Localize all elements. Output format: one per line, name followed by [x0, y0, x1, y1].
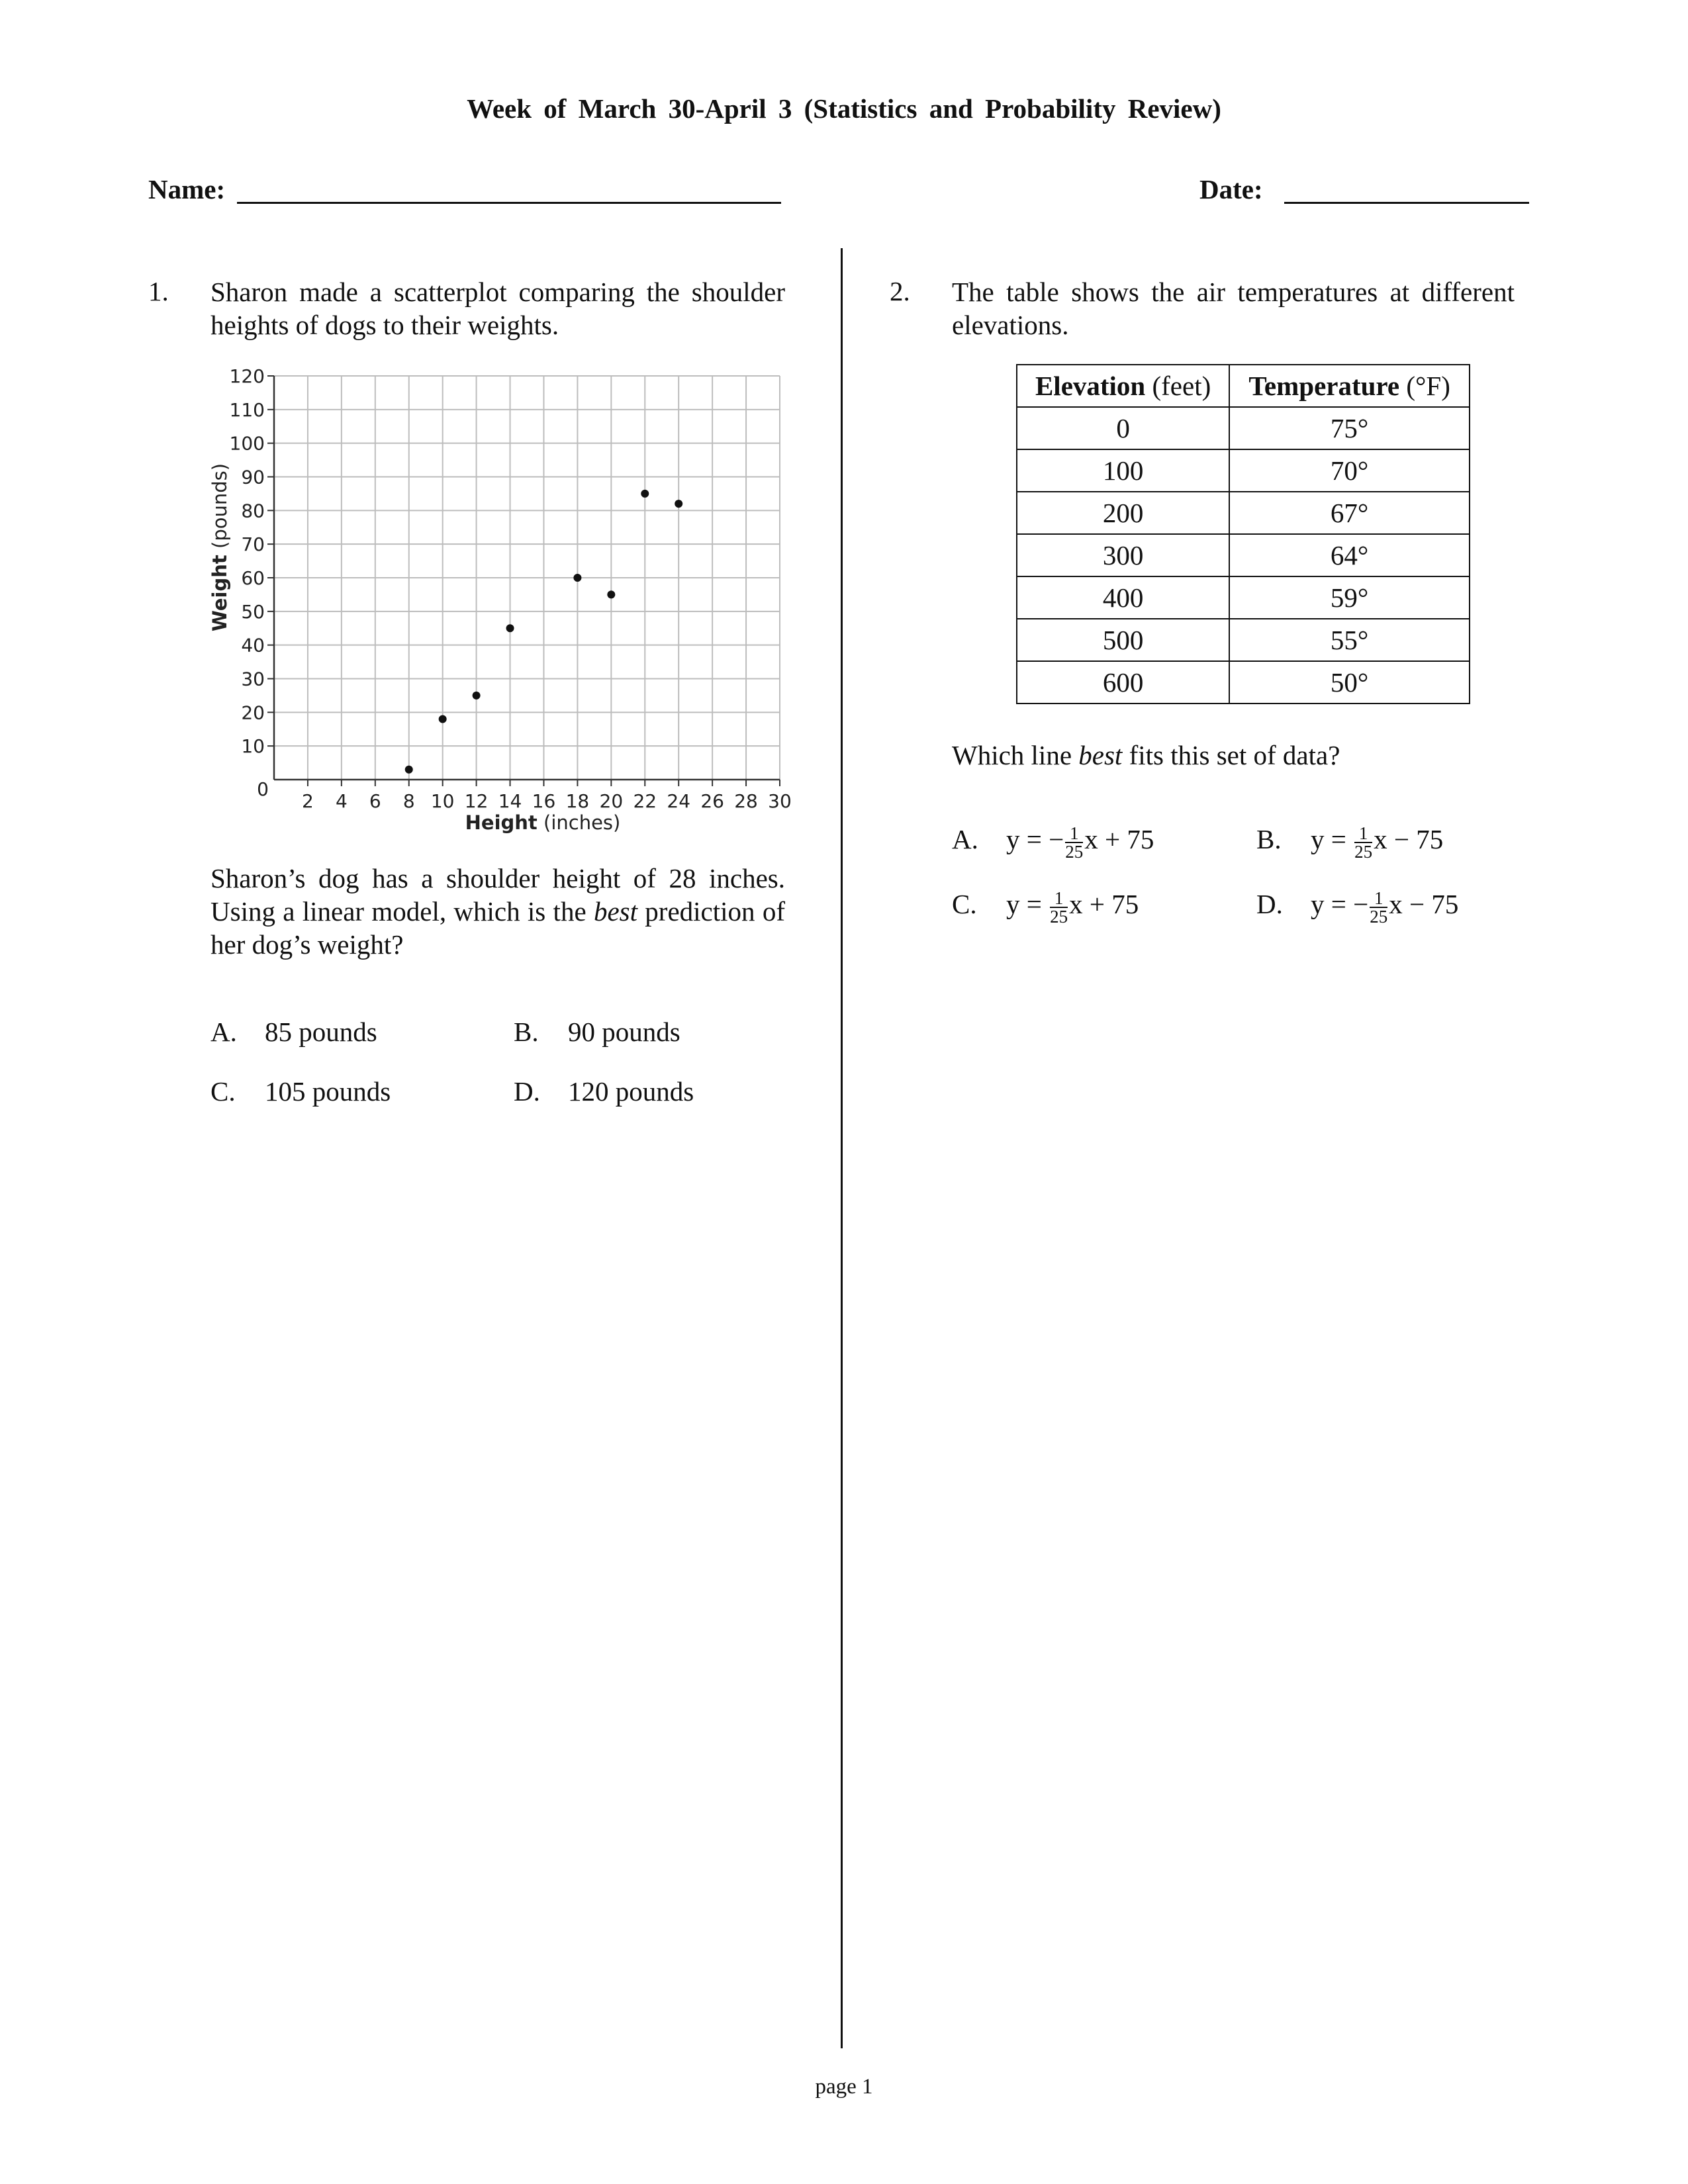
- q2-option-d-fraction: $\frac{1}{25}$: [1370, 887, 1388, 927]
- q2-option-c-fraction: $\frac{1}{25}$: [1050, 887, 1068, 927]
- grid: [274, 376, 780, 780]
- temperature-header: Temperature (°F): [1229, 365, 1470, 407]
- x-tick-label: 20: [599, 790, 624, 812]
- y-tick-label: 10: [241, 735, 265, 758]
- table-row: [1017, 576, 1470, 619]
- y-tick-label: 90: [241, 466, 265, 488]
- q2-option-c-letter: C.: [952, 889, 977, 919]
- q2-question: Which line best fits this set of data?: [952, 740, 1340, 770]
- temperature-cell: 59°: [1229, 576, 1470, 619]
- x-tick-label: 28: [734, 790, 758, 812]
- axes: [267, 376, 780, 786]
- elevation-cell: 0: [1017, 407, 1229, 449]
- q1-option-c-text: 105 pounds: [265, 1076, 391, 1107]
- x-tick-label: 14: [498, 790, 522, 812]
- page-title: Week of March 30-April 3 (Statistics and Probability Review): [467, 93, 1221, 124]
- q1-option-d-text: 120 pounds: [568, 1076, 694, 1107]
- data-point: [506, 624, 514, 632]
- y-tick-label: 100: [229, 432, 265, 455]
- date-line[interactable]: [1284, 202, 1529, 204]
- x-axis-label-bold: Height: [465, 811, 538, 834]
- elevation-cell: 200: [1017, 492, 1229, 534]
- elevation-cell: 400: [1017, 576, 1229, 619]
- temperature-cell: 55°: [1229, 619, 1470, 661]
- y-axis-label-rest: (pounds): [209, 463, 231, 555]
- name-label: Name:: [148, 174, 226, 205]
- q1-option-a-text: 85 pounds: [265, 1017, 377, 1047]
- q2-option-b-rhs: x − 75: [1374, 824, 1444, 854]
- x-tick-label: 2: [302, 790, 314, 812]
- q2-option-d-lhs: y = −: [1311, 889, 1369, 919]
- y-tick-label: 30: [241, 668, 265, 690]
- elevation-cell: 500: [1017, 619, 1229, 661]
- x-tick-label: 18: [565, 790, 590, 812]
- data-point: [641, 490, 649, 498]
- q1-option-a[interactable]: [211, 1016, 377, 1048]
- x-tick-label: 4: [335, 790, 348, 812]
- q2-number: 2.: [890, 276, 910, 306]
- q2-option-a-rhs: x + 75: [1084, 824, 1154, 854]
- q1-number: 1.: [148, 276, 169, 306]
- q2-prompt: The table shows the air temperatures at different elevations.: [952, 277, 1515, 340]
- data-point: [675, 500, 682, 508]
- data-point: [607, 590, 615, 598]
- y-tick-label: 50: [241, 600, 265, 623]
- q1-option-c-letter: C.: [211, 1076, 236, 1107]
- table-row: [1017, 619, 1470, 661]
- temperature-cell: 75°: [1229, 407, 1470, 449]
- q1-option-d[interactable]: [514, 1075, 694, 1107]
- y-tick-label: 110: [229, 398, 265, 421]
- temperature-cell: 70°: [1229, 449, 1470, 492]
- page-number: page 1: [815, 2075, 873, 2099]
- table-row: [1017, 661, 1470, 704]
- table-row: [1017, 449, 1470, 492]
- q2-option-a-letter: A.: [952, 824, 978, 854]
- temperature-cell: 50°: [1229, 661, 1470, 704]
- temperature-cell: 64°: [1229, 534, 1470, 576]
- x-tick-label: 6: [369, 790, 381, 812]
- x-tick-label: 22: [633, 790, 657, 812]
- y-tick-label: 40: [241, 634, 265, 657]
- temperature-table: [1016, 364, 1470, 704]
- table-row: [1017, 534, 1470, 576]
- q2-option-a-lhs: y = −: [1006, 824, 1064, 854]
- q2-option-d-letter: D.: [1256, 889, 1283, 919]
- table-row: [1017, 492, 1470, 534]
- q2-option-b-lhs: y =: [1311, 824, 1354, 854]
- column-divider: [841, 248, 843, 2048]
- q2-option-d-rhs: x − 75: [1389, 889, 1459, 919]
- x-tick-label: 24: [667, 790, 691, 812]
- q1-followup-em: best: [593, 896, 637, 927]
- data-point: [439, 715, 447, 723]
- elevation-cell: 300: [1017, 534, 1229, 576]
- x-tick-label: 12: [464, 790, 489, 812]
- y-axis-label: [209, 463, 231, 631]
- q1-option-b-text: 90 pounds: [568, 1017, 680, 1047]
- q2-option-c-rhs: x + 75: [1069, 889, 1139, 919]
- q1-option-d-letter: D.: [514, 1076, 540, 1107]
- q2-option-b-fraction: $\frac{1}{25}$: [1354, 823, 1373, 862]
- table-row: [1017, 407, 1470, 449]
- temperature-cell: 67°: [1229, 492, 1470, 534]
- x-axis-label: [465, 811, 621, 834]
- date-label: Date:: [1199, 174, 1263, 205]
- x-tick-label: 16: [532, 790, 556, 812]
- y-tick-label: 60: [241, 567, 265, 589]
- x-tick-label: 10: [430, 790, 455, 812]
- x-axis-label-rest: (inches): [537, 811, 621, 834]
- q2-option-b[interactable]: [1256, 823, 1443, 860]
- q1-option-b[interactable]: [514, 1016, 680, 1048]
- data-point: [573, 574, 581, 582]
- y-tick-label: 70: [241, 533, 265, 556]
- elevation-header: Elevation (feet): [1017, 365, 1229, 407]
- q2-option-c-lhs: y =: [1006, 889, 1049, 919]
- x-tick-label: 8: [402, 790, 415, 812]
- q2-option-d[interactable]: [1256, 888, 1458, 925]
- y-tick-label: 120: [229, 365, 265, 387]
- x-tick-label: 30: [768, 790, 792, 812]
- name-line[interactable]: [237, 202, 781, 204]
- q1-followup: [211, 862, 785, 961]
- q2-option-b-letter: B.: [1256, 824, 1282, 854]
- table-header-row: [1017, 365, 1470, 407]
- q2-option-a[interactable]: [952, 823, 1154, 860]
- x-tick-label: 26: [700, 790, 724, 812]
- q1-option-c[interactable]: [211, 1075, 391, 1107]
- elevation-cell: 100: [1017, 449, 1229, 492]
- y-axis-label-bold: Weight: [209, 555, 231, 632]
- data-point: [405, 766, 413, 774]
- q1-prompt: Sharon made a scatterplot comparing the shoulder heights of dogs to their weights.: [211, 277, 785, 340]
- data-point: [473, 692, 481, 700]
- q1-option-b-letter: B.: [514, 1017, 539, 1047]
- y-tick-label: 80: [241, 500, 265, 522]
- q1-followup-pre: Sharon’s dog has a shoulder height of 28 inches. Using a linear model, which is the: [211, 863, 785, 927]
- q2-option-c[interactable]: [952, 888, 1139, 925]
- y-tick-label: 20: [241, 702, 265, 724]
- q2-option-a-fraction: $\frac{1}{25}$: [1065, 823, 1084, 862]
- elevation-cell: 600: [1017, 661, 1229, 704]
- scatterplot: [199, 357, 808, 847]
- q1-option-a-letter: A.: [211, 1017, 237, 1047]
- q1-followup-post: prediction of her dog’s weight?: [211, 896, 785, 960]
- origin-label: 0: [257, 778, 269, 800]
